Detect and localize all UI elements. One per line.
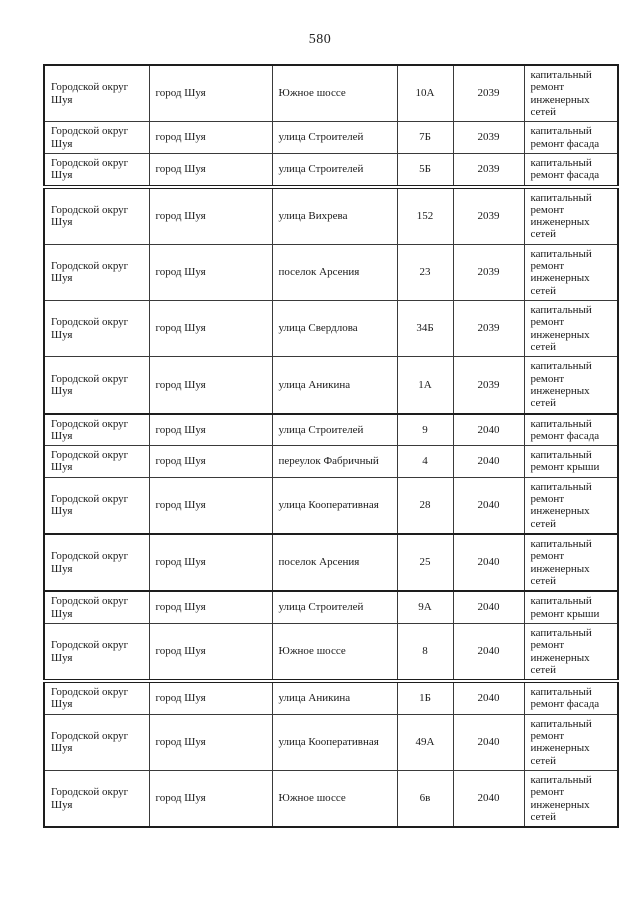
cell-district: Городской округ Шуя bbox=[44, 623, 149, 681]
cell-district: Городской округ Шуя bbox=[44, 414, 149, 446]
cell-house-number: 1А bbox=[397, 357, 453, 414]
cell-district: Городской округ Шуя bbox=[44, 771, 149, 828]
table-row bbox=[44, 623, 618, 681]
table-row bbox=[44, 446, 618, 478]
cell-city: город Шуя bbox=[149, 187, 272, 245]
cell-street: Южное шоссе bbox=[272, 623, 397, 681]
table-row bbox=[44, 714, 618, 770]
cell-year: 2039 bbox=[453, 187, 524, 245]
cell-city: город Шуя bbox=[149, 623, 272, 681]
cell-house-number: 9 bbox=[397, 414, 453, 446]
cell-street: улица Строителей bbox=[272, 591, 397, 623]
cell-repair-type: капитальный ремонт инженерных сетей bbox=[524, 534, 618, 591]
cell-repair-type: капитальный ремонт инженерных сетей bbox=[524, 357, 618, 414]
table-row bbox=[44, 357, 618, 414]
cell-district: Городской округ Шуя bbox=[44, 357, 149, 414]
cell-street: улица Строителей bbox=[272, 122, 397, 154]
table-row bbox=[44, 65, 618, 122]
cell-street: Южное шоссе bbox=[272, 65, 397, 122]
cell-street: улица Кооперативная bbox=[272, 714, 397, 770]
cell-repair-type: капитальный ремонт фасада bbox=[524, 414, 618, 446]
cell-district: Городской округ Шуя bbox=[44, 153, 149, 186]
table-row bbox=[44, 591, 618, 623]
cell-repair-type: капитальный ремонт инженерных сетей bbox=[524, 244, 618, 300]
cell-repair-type: капитальный ремонт инженерных сетей bbox=[524, 65, 618, 122]
cell-district: Городской округ Шуя bbox=[44, 477, 149, 534]
cell-street: поселок Арсения bbox=[272, 244, 397, 300]
cell-city: город Шуя bbox=[149, 122, 272, 154]
cell-repair-type: капитальный ремонт фасада bbox=[524, 153, 618, 186]
cell-house-number: 49А bbox=[397, 714, 453, 770]
cell-house-number: 4 bbox=[397, 446, 453, 478]
table-row bbox=[44, 122, 618, 154]
cell-city: город Шуя bbox=[149, 534, 272, 591]
cell-year: 2040 bbox=[453, 591, 524, 623]
cell-year: 2039 bbox=[453, 65, 524, 122]
cell-district: Городской округ Шуя bbox=[44, 244, 149, 300]
cell-city: город Шуя bbox=[149, 301, 272, 357]
cell-house-number: 6в bbox=[397, 771, 453, 828]
cell-repair-type: капитальный ремонт инженерных сетей bbox=[524, 623, 618, 681]
cell-city: город Шуя bbox=[149, 591, 272, 623]
table-row bbox=[44, 681, 618, 714]
table-row bbox=[44, 244, 618, 300]
cell-house-number: 8 bbox=[397, 623, 453, 681]
page-number: 580 bbox=[308, 32, 332, 47]
cell-house-number: 34Б bbox=[397, 301, 453, 357]
cell-street: переулок Фабричный bbox=[272, 446, 397, 478]
cell-year: 2040 bbox=[453, 414, 524, 446]
cell-district: Городской округ Шуя bbox=[44, 714, 149, 770]
cell-repair-type: капитальный ремонт фасада bbox=[524, 681, 618, 714]
repair-schedule-body bbox=[44, 65, 618, 827]
cell-year: 2039 bbox=[453, 301, 524, 357]
cell-house-number: 152 bbox=[397, 187, 453, 245]
table-row bbox=[44, 771, 618, 828]
cell-district: Городской округ Шуя bbox=[44, 301, 149, 357]
cell-district: Городской округ Шуя bbox=[44, 591, 149, 623]
table-row bbox=[44, 187, 618, 245]
table-row bbox=[44, 301, 618, 357]
cell-year: 2040 bbox=[453, 534, 524, 591]
cell-year: 2039 bbox=[453, 244, 524, 300]
cell-year: 2040 bbox=[453, 771, 524, 828]
cell-city: город Шуя bbox=[149, 681, 272, 714]
table-row bbox=[44, 414, 618, 446]
cell-repair-type: капитальный ремонт инженерных сетей bbox=[524, 771, 618, 828]
cell-house-number: 5Б bbox=[397, 153, 453, 186]
cell-district: Городской округ Шуя bbox=[44, 681, 149, 714]
cell-district: Городской округ Шуя bbox=[44, 446, 149, 478]
cell-street: улица Свердлова bbox=[272, 301, 397, 357]
table-row bbox=[44, 477, 618, 534]
cell-city: город Шуя bbox=[149, 65, 272, 122]
cell-district: Городской округ Шуя bbox=[44, 122, 149, 154]
cell-year: 2040 bbox=[453, 477, 524, 534]
cell-repair-type: капитальный ремонт инженерных сетей bbox=[524, 187, 618, 245]
cell-city: город Шуя bbox=[149, 357, 272, 414]
cell-street: улица Строителей bbox=[272, 153, 397, 186]
cell-house-number: 10А bbox=[397, 65, 453, 122]
cell-city: город Шуя bbox=[149, 153, 272, 186]
repair-schedule-table bbox=[43, 64, 619, 828]
cell-year: 2040 bbox=[453, 681, 524, 714]
cell-house-number: 9А bbox=[397, 591, 453, 623]
cell-house-number: 28 bbox=[397, 477, 453, 534]
cell-repair-type: капитальный ремонт инженерных сетей bbox=[524, 301, 618, 357]
cell-street: улица Кооперативная bbox=[272, 477, 397, 534]
table-row bbox=[44, 534, 618, 591]
cell-year: 2039 bbox=[453, 153, 524, 186]
cell-street: улица Аникина bbox=[272, 681, 397, 714]
cell-year: 2039 bbox=[453, 357, 524, 414]
cell-street: улица Строителей bbox=[272, 414, 397, 446]
cell-street: поселок Арсения bbox=[272, 534, 397, 591]
cell-repair-type: капитальный ремонт инженерных сетей bbox=[524, 477, 618, 534]
cell-year: 2040 bbox=[453, 446, 524, 478]
cell-district: Городской округ Шуя bbox=[44, 65, 149, 122]
cell-house-number: 7Б bbox=[397, 122, 453, 154]
cell-city: город Шуя bbox=[149, 477, 272, 534]
cell-street: улица Вихрева bbox=[272, 187, 397, 245]
cell-repair-type: капитальный ремонт крыши bbox=[524, 591, 618, 623]
cell-repair-type: капитальный ремонт фасада bbox=[524, 122, 618, 154]
cell-street: Южное шоссе bbox=[272, 771, 397, 828]
cell-street: улица Аникина bbox=[272, 357, 397, 414]
cell-repair-type: капитальный ремонт крыши bbox=[524, 446, 618, 478]
cell-year: 2039 bbox=[453, 122, 524, 154]
cell-house-number: 1Б bbox=[397, 681, 453, 714]
cell-district: Городской округ Шуя bbox=[44, 534, 149, 591]
table-row bbox=[44, 153, 618, 186]
cell-house-number: 23 bbox=[397, 244, 453, 300]
cell-district: Городской округ Шуя bbox=[44, 187, 149, 245]
cell-city: город Шуя bbox=[149, 414, 272, 446]
cell-city: город Шуя bbox=[149, 771, 272, 828]
cell-city: город Шуя bbox=[149, 244, 272, 300]
cell-city: город Шуя bbox=[149, 446, 272, 478]
cell-house-number: 25 bbox=[397, 534, 453, 591]
cell-repair-type: капитальный ремонт инженерных сетей bbox=[524, 714, 618, 770]
cell-year: 2040 bbox=[453, 714, 524, 770]
cell-year: 2040 bbox=[453, 623, 524, 681]
cell-city: город Шуя bbox=[149, 714, 272, 770]
